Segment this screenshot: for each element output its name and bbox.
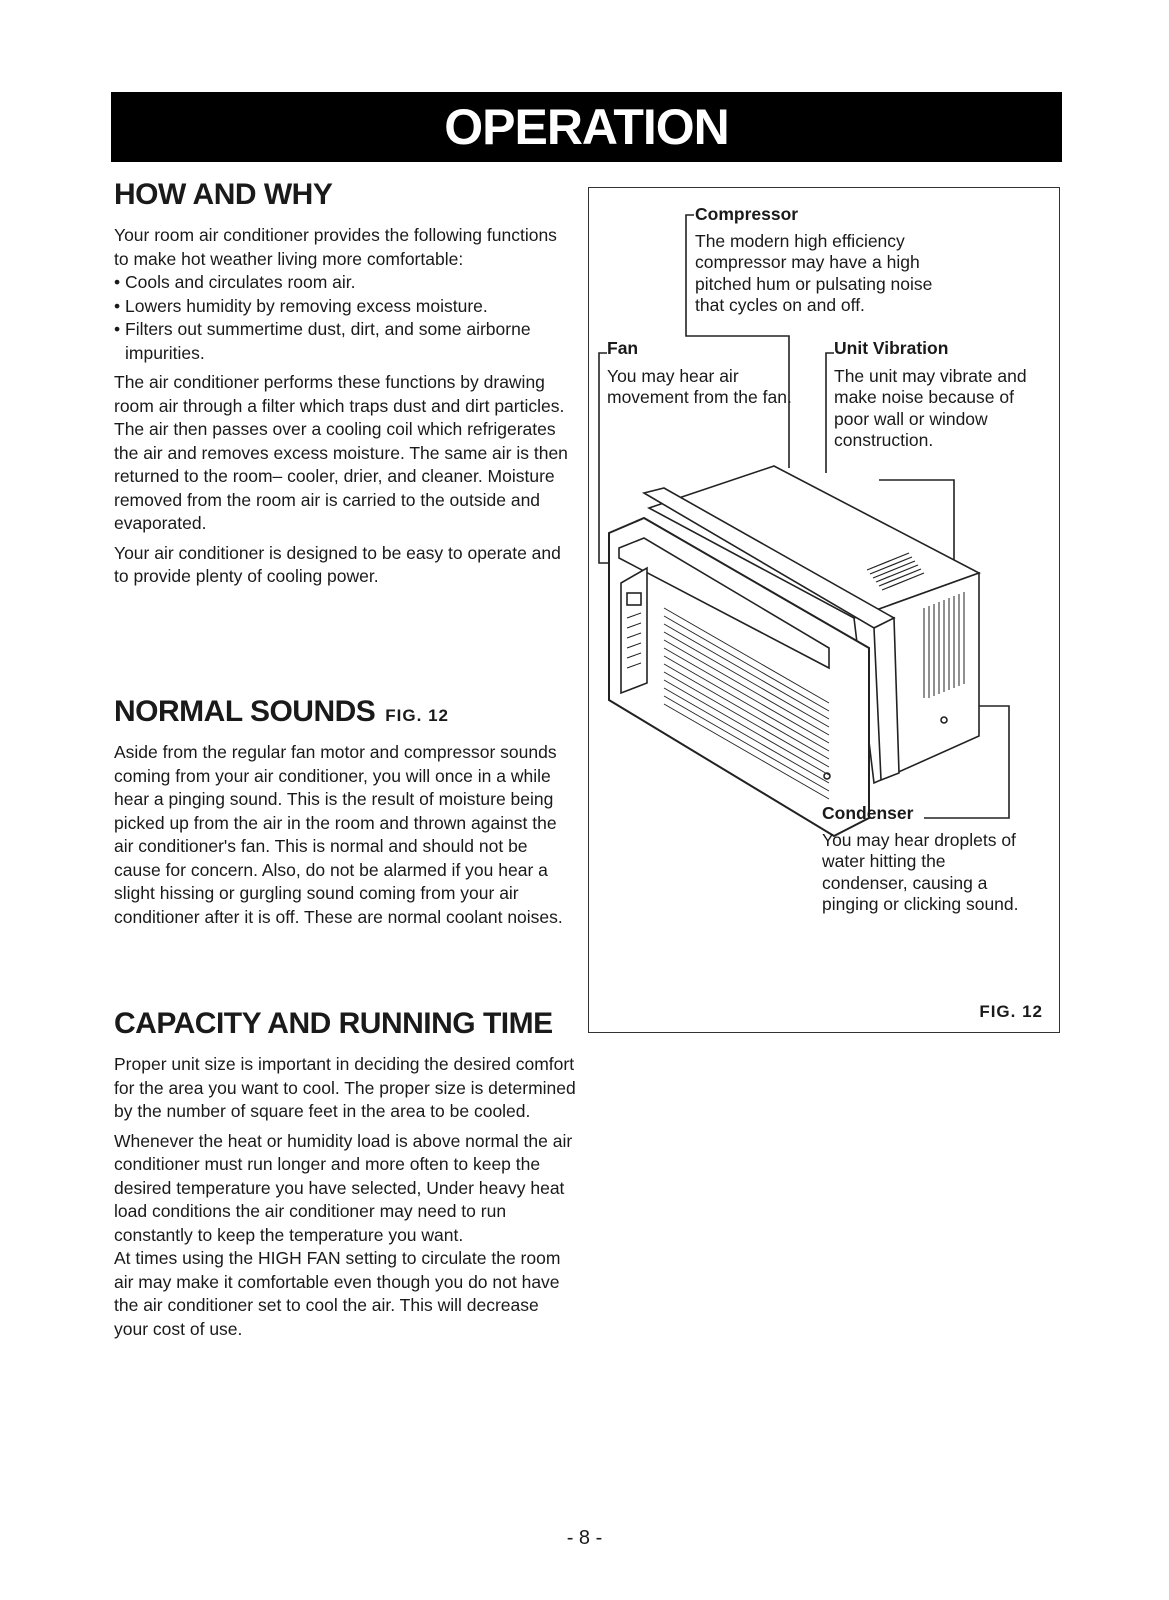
fan-text: You may hear air movement from the fan. [607,365,792,407]
capacity-heading: CAPACITY AND RUNNING TIME [114,1007,553,1040]
capacity-section [114,1007,576,1341]
fig-reference: FIG. 12 [385,706,449,725]
capacity-paragraph-1: Proper unit size is important in deciding the desired comfort for the area you want to cool. The proper size is determined by the number of square feet in the area to be cooled. [114,1054,576,1121]
how-and-why-paragraph-2: Your air conditioner is designed to be easy to operate and to provide plenty of cooling power. [114,542,561,586]
page-number: - 8 - [566,1527,603,1549]
compressor-callout [695,204,955,317]
normal-sounds-heading: NORMAL SOUNDS FIG. 12 [114,695,449,728]
condenser-callout [822,803,1022,916]
bullet-item: • Filters out summertime dust, dirt, and some airborne impurities. [114,319,531,363]
condenser-title: Condenser [822,803,914,823]
compressor-title: Compressor [695,204,799,224]
condenser-text: You may hear droplets of water hitting the condenser, causing a pinging or clicking sound. [822,829,1019,914]
fan-callout [607,338,792,409]
bullet-item: • Cools and circulates room air. [114,272,356,292]
how-and-why-intro: Your room air conditioner provides the following functions to make hot weather living more comfortable: [114,225,557,269]
fan-title: Fan [607,338,639,358]
unit-vibration-text: The unit may vibrate and make noise because of poor wall or window construction. [834,365,1027,450]
unit-vibration-title: Unit Vibration [834,338,949,358]
how-and-why-section [114,178,576,589]
unit-vibration-callout [834,338,1034,452]
figure-label: FIG. 12 [979,1002,1043,1021]
normal-sounds-section [114,695,576,929]
page-banner [111,92,1062,162]
how-and-why-heading: HOW AND WHY [114,178,333,211]
how-and-why-paragraph-1: The air conditioner performs these functions by drawing room air through a filter which traps dust and dirt particles. The air then passes over a cooling coil which refrigerates the air and removes excess moisture. The same air is then returned to the room– cooler, drier, and cleaner. Moisture removed from the room air is carried to the outside and evaporated. [114,372,568,533]
capacity-paragraph-2: Whenever the heat or humidity load is above normal the air conditioner must run longer and more often to keep the desired temperature you have selected, Under heavy heat load conditions the air conditioner may need to run constantly to keep the temperature you want. [114,1130,573,1245]
vibration-leader-line [826,353,834,473]
capacity-paragraph-3: At times using the HIGH FAN setting to circulate the room air may make it comfortable even though you do not have the air conditioner set to cool the air. This will decrease your cost of use. [114,1248,561,1339]
bullet-item: • Lowers humidity by removing excess moisture. [114,295,488,316]
figure-12 [588,187,1060,1033]
compressor-text: The modern high efficiency compressor may have a high pitched hum or pulsating noise that cycles on and off. [695,230,933,315]
banner-title: OPERATION [444,99,729,155]
normal-sounds-paragraph: Aside from the regular fan motor and compressor sounds coming from your air conditioner, you will once in a while hear a pinging sound. This is the result of moisture being picked up from the air in the room and thrown against the air conditioner's fan. This is normal and should not be cause for concern. Also, do not be alarmed if you hear a slight hissing or gurgling sound coming from your air conditioner after it is off. These are normal coolant noises. [114,742,563,927]
